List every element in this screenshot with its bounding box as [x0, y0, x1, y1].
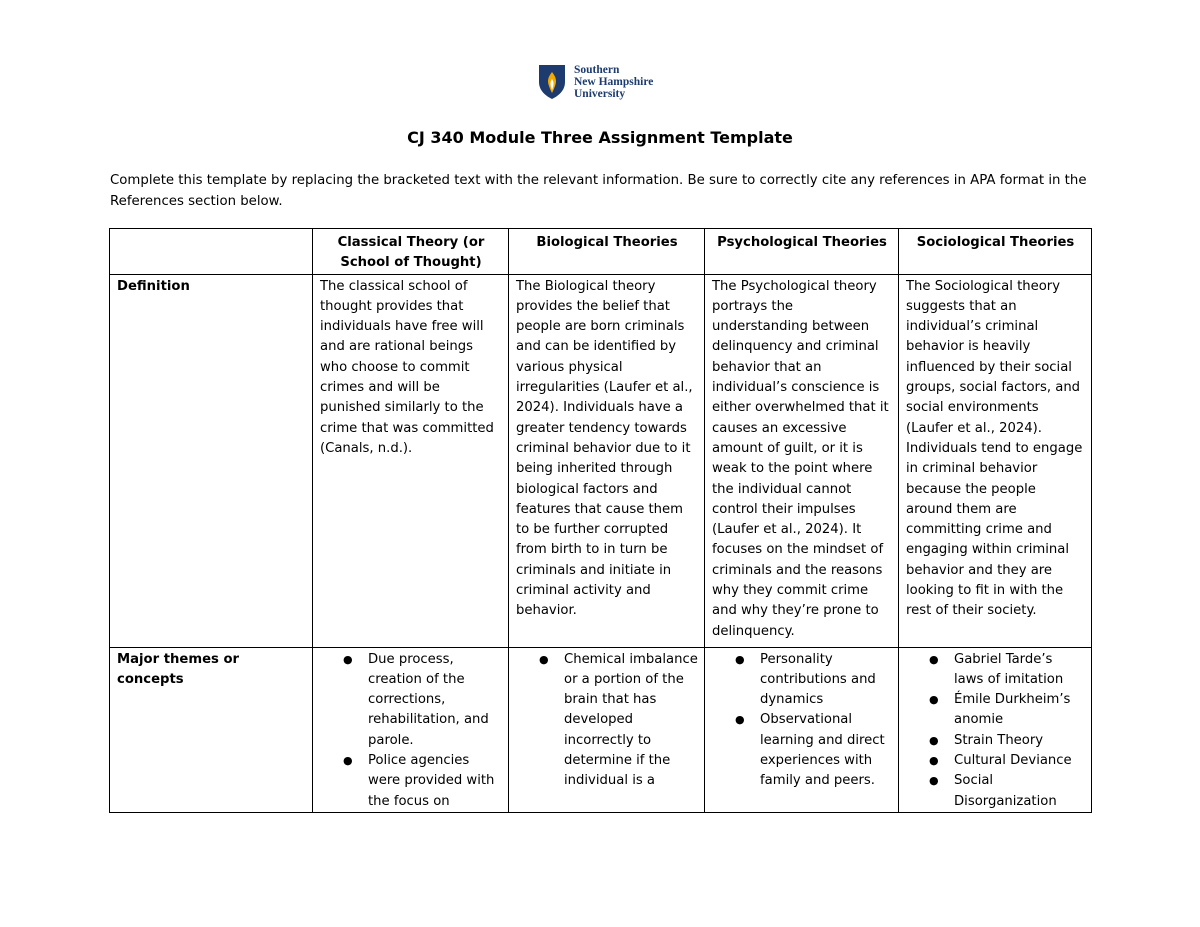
- definition-row: [110, 274, 1092, 647]
- list-item: ● Gabriel Tarde’s laws of imitation: [929, 651, 1064, 687]
- header-empty-cell: [110, 229, 313, 275]
- themes-classical: [313, 647, 509, 812]
- header-psychological: Psychological Theories: [705, 229, 899, 275]
- bullet-icon: ●: [539, 652, 549, 666]
- bullet-icon: ●: [929, 693, 939, 707]
- list-item: ● Personality contributions and dynamics: [735, 651, 876, 708]
- definition-label: Definition: [110, 274, 313, 647]
- definition-sociological: The Sociological theory suggests that an individual’s criminal behavior is heavily influenced by their social groups, social factors, and social environments (Laufer et al., 2024). Individuals tend to engage in criminal behavior because the people around them are committing crime and engaging within criminal behavior and they are looking to fit in with the rest of their society.: [899, 274, 1092, 647]
- logo-line-1: Southern: [574, 64, 620, 76]
- bullet-icon: ●: [343, 754, 353, 768]
- bullet-icon: ●: [735, 713, 745, 727]
- bullet-icon: ●: [929, 733, 939, 747]
- themes-biological-list: [516, 650, 698, 792]
- themes-biological: [509, 647, 705, 812]
- logo-line-3: University: [574, 88, 626, 100]
- list-item: ● Due process, creation of the corrections, rehabilitation, and parole.: [343, 651, 489, 748]
- list-item: ● Strain Theory: [954, 731, 1085, 751]
- list-item: ● Observational learning and direct experiences with family and peers.: [735, 712, 885, 789]
- themes-psychological: [705, 647, 899, 812]
- university-logo: [538, 64, 653, 100]
- definition-biological: The Biological theory provides the belief that people are born criminals and can be identified by various physical irregularities (Laufer et al., 2024). Individuals have a greater tendency towards criminal behavior due to it being inherited through biological factors and features that cause them to be further corrupted from birth to in turn be criminals and initiate in criminal activity and behavior.: [509, 274, 705, 647]
- header-biological: Biological Theories: [509, 229, 705, 275]
- list-item: ● Police agencies were provided with the focus on: [343, 753, 495, 809]
- bullet-icon: ●: [929, 754, 939, 768]
- list-item: ● Social Disorganization: [929, 773, 1057, 809]
- logo-line-2: New Hampshire: [574, 76, 654, 88]
- themes-label: Major themes or concepts: [110, 647, 313, 812]
- shield-flame-icon: [538, 64, 566, 100]
- definition-psychological: The Psychological theory portrays the understanding between delinquency and criminal behavior that an individual’s conscience is either overwhelmed that it causes an excessive amount of guilt, or it is weak to the point where the individual cannot control their impulses (Laufer et al., 2024). It focuses on the mindset of criminals and the reasons why they commit crime and why they’re prone to delinquency.: [705, 274, 899, 647]
- themes-row: [110, 647, 1092, 812]
- bullet-icon: ●: [929, 774, 939, 788]
- themes-sociological-list: [906, 650, 1085, 812]
- document-title: CJ 340 Module Three Assignment Template: [407, 128, 793, 147]
- instructions-paragraph: Complete this template by replacing the bracketed text with the relevant information. Be sure to correctly cite any references in APA format in the References section below.: [110, 173, 1087, 209]
- header-row: [110, 229, 1092, 275]
- list-item: ● Cultural Deviance: [954, 751, 1085, 771]
- logo-wordmark: [574, 64, 653, 100]
- bullet-icon: ●: [929, 652, 939, 666]
- bullet-icon: ●: [735, 652, 745, 666]
- themes-classical-list: [320, 650, 502, 812]
- themes-sociological: [899, 647, 1092, 812]
- theories-table: [109, 228, 1092, 813]
- bullet-icon: ●: [343, 652, 353, 666]
- header-classical: Classical Theory (or School of Thought): [313, 229, 509, 275]
- list-item: ● Chemical imbalance or a portion of the brain that has developed incorrectly to determine if the individual is a: [539, 651, 698, 789]
- header-sociological: Sociological Theories: [899, 229, 1092, 275]
- definition-classical: The classical school of thought provides that individuals have free will and are rational beings who choose to commit crimes and will be punished similarly to the crime that was committed (Canals, n.d.).: [313, 274, 509, 647]
- list-item: ● Émile Durkheim’s anomie: [929, 692, 1071, 728]
- themes-psychological-list: [712, 650, 892, 792]
